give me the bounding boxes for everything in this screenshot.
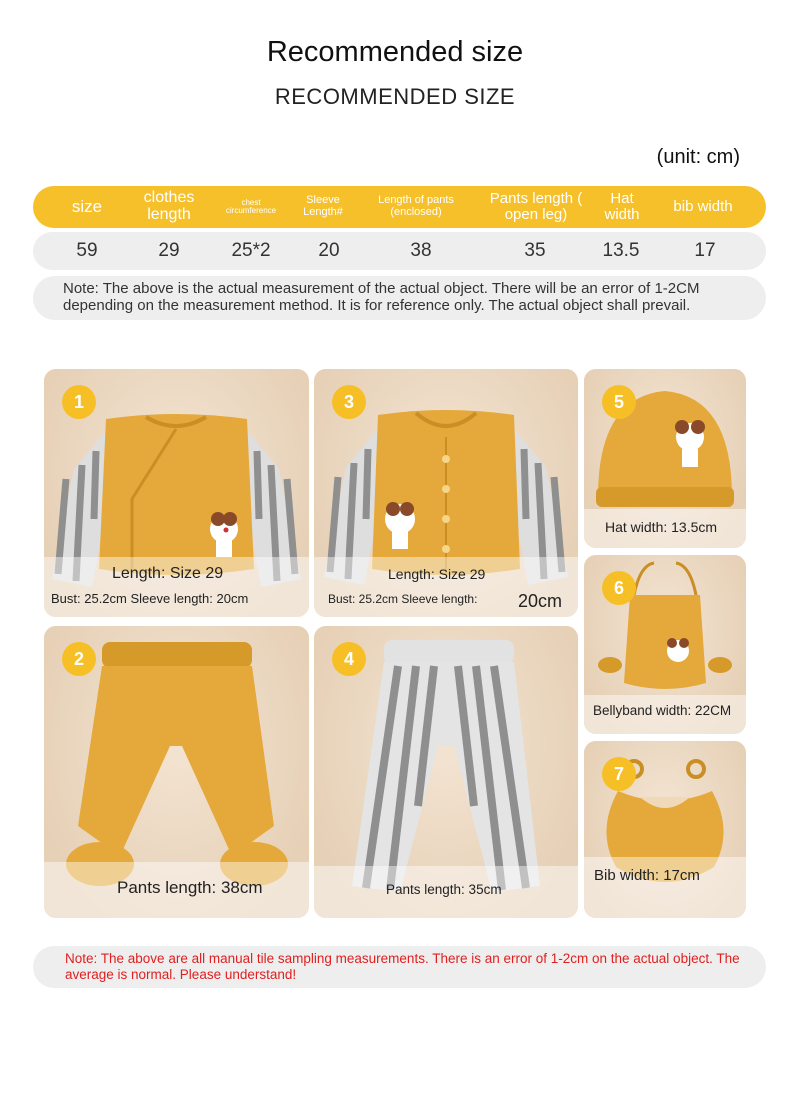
header-bib-width: bib width [673,198,733,216]
item-number-badge: 6 [602,571,636,605]
item-number-badge: 1 [62,385,96,419]
item-number-badge: 3 [332,385,366,419]
item-tile-4 [314,626,578,918]
header-clothes-length: clothes length [143,189,195,223]
value-pants-enclosed: 38 [410,240,432,261]
header-chest-circumference: chest circumference [225,197,277,215]
value-sleeve: 20 [318,240,340,261]
value-hat: 13.5 [602,240,640,261]
item-number-badge: 2 [62,642,96,676]
item-tile-6 [584,555,746,734]
value-pants-open: 35 [524,240,546,261]
item-tile-3 [314,369,578,617]
header-pants-length-enclosed: Length of pants (enclosed) [378,194,454,218]
header-sleeve-length: Sleeve Length# [303,194,343,218]
item-2-pants-length-label: Pants length: 38cm [117,878,263,897]
item-3-bust-label: Bust: 25.2cm Sleeve length: [328,592,478,606]
value-clothes-length: 29 [158,240,180,261]
item-5-hat-width-label: Hat width: 13.5cm [605,519,718,535]
page-subtitle: RECOMMENDED SIZE [274,84,516,109]
item-tile-1 [44,369,309,617]
item-1-length-label: Length: Size 29 [112,565,224,582]
header-hat-width: Hat width [604,190,640,223]
measurement-note [33,276,766,320]
size-table-values [33,232,766,270]
item-6-bellyband-width-label: Bellyband width: 22CM [593,703,732,718]
size-table-header [33,186,766,228]
item-number-badge: 4 [332,642,366,676]
item-1-bust-label: Bust: 25.2cm Sleeve length: 20cm [51,591,249,606]
value-bib: 17 [694,240,716,261]
sampling-note [33,946,766,988]
item-number-badge: 7 [602,757,636,791]
item-tile-2 [44,626,309,918]
page-title: Recommended size [266,36,524,68]
sampling-note-text: Note: The above are all manual tile sampling measurements. There is an error of 1-2cm on the actual object. The average is normal. Please understand! [65,951,740,982]
header-size: size [71,197,103,217]
unit-label: (unit: cm) [656,146,740,168]
item-7-bib-width-label: Bib width: 17cm [594,867,700,884]
item-4-pants-length-label: Pants length: 35cm [386,882,502,897]
item-3-sleeve-value: 20cm [518,591,563,611]
value-size: 59 [76,240,98,261]
measurement-note-text: Note: The above is the actual measurement of the actual object. There will be an error of 1-2CM depending on the measurement method. It is for reference only. The actual object shall prevail. [63,280,700,314]
item-tile-7 [584,741,746,918]
item-tile-5 [584,369,746,548]
header-pants-length-open: Pants length ( open leg) [489,190,583,223]
item-3-length-label: Length: Size 29 [388,566,486,582]
value-chest: 25*2 [231,240,271,261]
item-number-badge: 5 [602,385,636,419]
